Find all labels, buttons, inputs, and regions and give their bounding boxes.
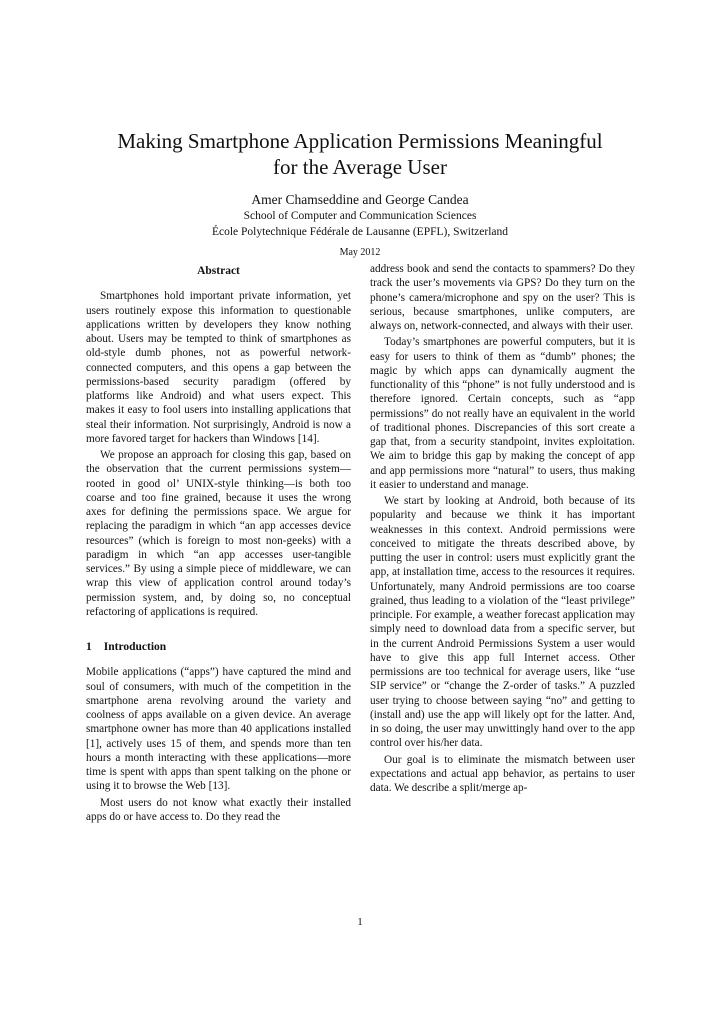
intro-paragraph-2-continued: address book and send the contacts to spammers? Do they track the user’s movements via GPS? Do they turn on the phone’s camera/microphone and spy on the user? This is serious, because smartphones, unlike computers, are always on, network-connected, and always with their user. bbox=[370, 263, 635, 332]
affiliation-school: School of Computer and Communication Sciences bbox=[243, 210, 477, 222]
abstract-paragraph-2: We propose an approach for closing this gap, based on the observation that the current permissions system—rooted in good ol’ UNIX-style thinking—is both too coarse and too fine grained, because it uses the wrong axes for defining the permissions space. We argue for replacing the paradigm in which “an app accesses device resources” (which is foreign to most non-geeks) with a paradigm in which “an app accesses user-tangible services.” By using a simple piece of middleware, we can wrap this view of application control around today’s permission system, and, by doing so, no conceptual refactoring of applications is required. bbox=[86, 449, 351, 618]
abstract-heading: Abstract bbox=[197, 265, 240, 277]
section-spacer bbox=[86, 621, 351, 640]
section-number: 1 bbox=[86, 641, 92, 653]
intro-paragraph-2: Most users do not know what exactly their installed apps do or have access to. Do they read the bbox=[86, 796, 351, 823]
intro-paragraph-1: Mobile applications (“apps”) have captured the mind and soul of consumers, with much of the competition in the smartphone arena revolving around the variety and coolness of apps available on a given device. An average smartphone owner has more than 40 applications installed [1], actively uses 15 of them, and spends more than ten hours a month interacting with these applications—more time is spent with apps than spent talking on the phone or using it to browse the Web [13]. bbox=[86, 666, 351, 793]
authors: Amer Chamseddine and George Candea bbox=[251, 192, 469, 207]
affiliation-institution: École Polytechnique Fédérale de Lausanne (EPFL), Switzerland bbox=[211, 226, 509, 238]
page-number: 1 bbox=[357, 916, 363, 928]
intro-paragraph-3: Today’s smartphones are powerful computers, but it is easy for users to think of them as “dumb” phones; the magic by which apps can dynamically augment the functionality of this “phone” is not fully understood and is therefore ignored. Certain concepts, such as “app permissions” do not really have an equivalent in the world of traditional phones. Discrepancies of this sort create a gap that, from a security standpoint, invites exploitation. We aim to bridge this gap by making the concept of app and app permissions more “natural” to users, thus making it easier to understand and manage. bbox=[370, 336, 635, 491]
left-column bbox=[86, 262, 351, 826]
right-column bbox=[370, 262, 635, 797]
title-line-1: Making Smartphone Application Permissions Meaningful bbox=[117, 129, 603, 153]
section-title: Introduction bbox=[103, 641, 167, 653]
publication-date: May 2012 bbox=[339, 247, 381, 258]
intro-paragraph-5: Our goal is to eliminate the mismatch between user expectations and actual app behavior, as pertains to user data. We describe a split/merge ap- bbox=[370, 753, 635, 794]
section-heading-introduction bbox=[86, 640, 351, 654]
paper-title bbox=[0, 128, 720, 180]
abstract-paragraph-1: Smartphones hold important private information, yet users routinely expose this information to questionable applications written by developers they know nothing about. Users may be tempted to think of smartphones as old-style dumb phones, not as powerful network-connected computers, and this opens a gap between the permissions-based security paradigm (offered by platforms like Android) and what users expect. This makes it easy to fool users into installing applications that steal their information. Not surprisingly, Android is now a more favored target for hackers than Windows [14]. bbox=[86, 290, 351, 445]
title-line-2: for the Average User bbox=[273, 155, 447, 179]
affiliation bbox=[0, 208, 720, 240]
intro-paragraph-4: We start by looking at Android, both because of its popularity and because we think it has important weaknesses in this context. Android permissions were conceived to mitigate the threats described above, by putting the user in control: users must explicitly grant the app, at installation time, access to the resources it requires. Unfortunately, many Android permissions are too coarse grained, thus leading to a violation of the “least privilege” principle. For example, a weather forecast application may simply need to download data from a specific server, but in the current Android Permissions System a user would have to give this app full Internet access. Other permissions are too technical for average users, like “use SIP service” or “change the Z-order of tasks.” A puzzled user trying to choose between saying “no” and getting to (install and) use the app will likely opt for the latter. And, in so doing, the user may unwittingly hand over to the app control over his/her data. bbox=[370, 495, 635, 750]
